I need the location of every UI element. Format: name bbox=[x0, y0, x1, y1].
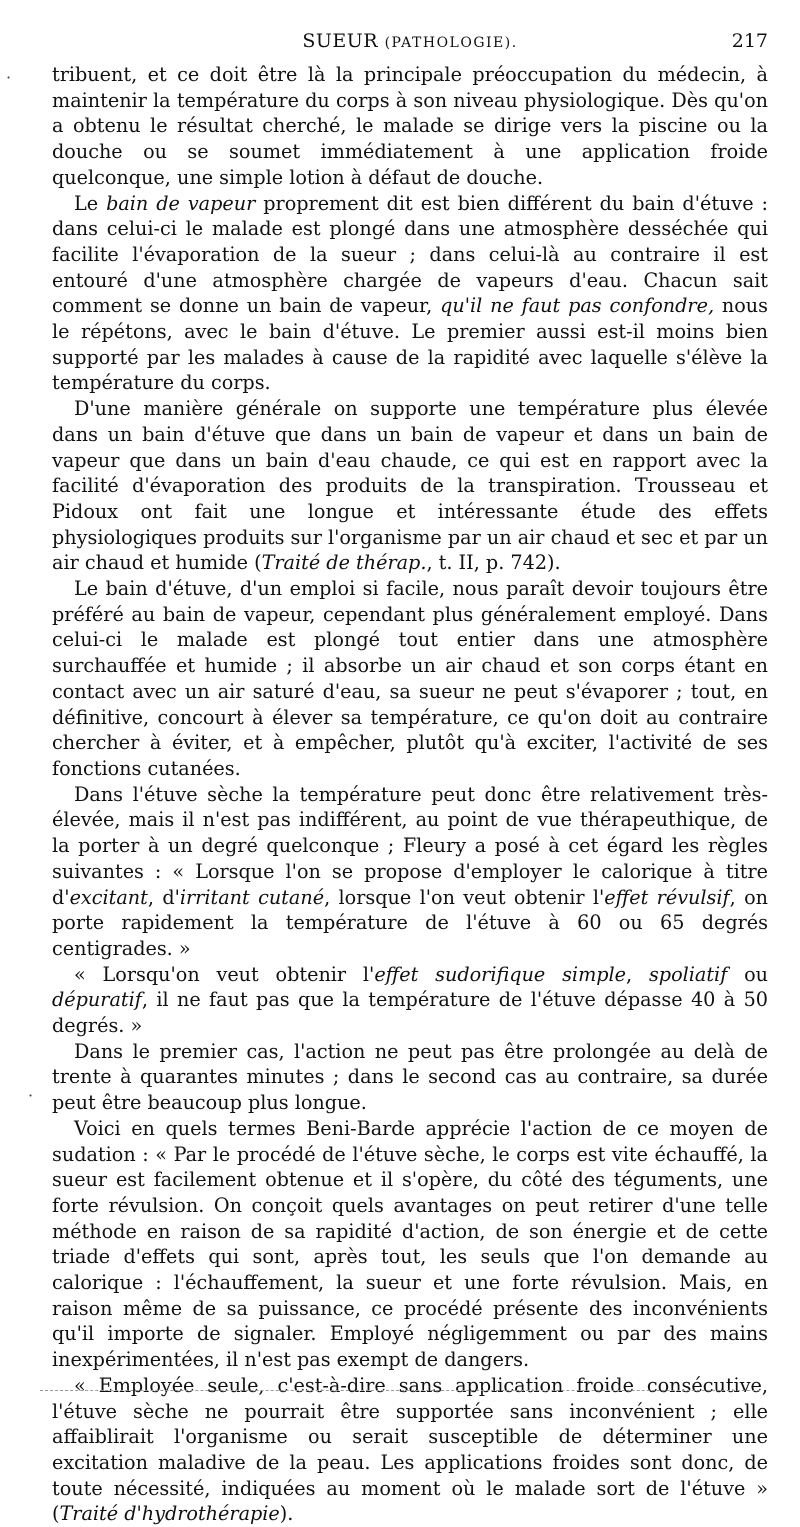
paragraph bbox=[52, 1039, 768, 1116]
paragraph bbox=[52, 1116, 768, 1373]
text-run: Le bbox=[74, 191, 107, 215]
text-run: , il ne faut pas que la température de l'étuve dépasse 40 à 50 degrés. » bbox=[52, 988, 768, 1038]
italic-run: dépuratif bbox=[52, 988, 142, 1012]
page-header bbox=[52, 30, 768, 56]
italic-run: excitant bbox=[69, 885, 148, 909]
text-run: , on porte rapidement la température de l'étuve à 60 ou 65 degrés centigrades. » bbox=[52, 885, 769, 960]
text-run: « Employée seule, c'est-à-dire sans application froide consécutive, l'étuve sèche ne pourrait être supportée sans inconvénient ; elle affaiblirait l'organisme ou serait susceptible de déterminer une excitation maladive de la peau. Les applications froides sont donc, de toute nécessité, indiquées au moment où le malade sort de l'étuve » ( bbox=[52, 1373, 768, 1526]
italic-run: qu'il ne faut pas confondre, bbox=[440, 294, 715, 318]
paragraph bbox=[52, 396, 768, 576]
text-run: proprement dit est bien différent du bain d'étuve : dans celui-ci le malade est plongé dans une atmosphère desséchée qui facilite l'évaporation de la sueur ; dans celui-là au contraire il est entouré d'une atmosphère chargée de vapeurs d'eau. Chacun sait comment se donne un bain de vapeur, bbox=[52, 191, 769, 318]
footer-rule bbox=[40, 1390, 760, 1391]
paragraph bbox=[52, 782, 768, 962]
text-run: Dans le premier cas, l'action ne peut pas être prolongée au delà de trente à quarantes minutes ; dans le second cas au contraire, sa durée peut être beaucoup plus longue. bbox=[52, 1039, 768, 1115]
running-head bbox=[52, 30, 768, 52]
text-run: Le bain d'étuve, d'un emploi si facile, nous paraît devoir toujours être préféré au bain de vapeur, cependant plus généralement employé. Dans celui-ci le malade est plongé tout entier dans une atmosphère surchauffée et humide ; il absorbe un air chaud et son corps étant en contact avec un air saturé d'eau, sa sueur ne peut s'évaporer ; tout, en définitive, concourt à élever sa température, ce qu'on doit au contraire chercher à éviter, et à empêcher, plutôt qu'à exciter, l'activité de ses fonctions cutanées. bbox=[52, 577, 768, 780]
italic-run: Traité d'hydrothérapie bbox=[59, 1502, 280, 1526]
italic-run: effet révulsif bbox=[604, 885, 730, 909]
italic-run: Traité de thérap. bbox=[261, 551, 427, 575]
text-run: , d' bbox=[147, 885, 180, 909]
paragraph bbox=[52, 962, 768, 1039]
paragraph bbox=[52, 576, 768, 782]
italic-run: spoliatif bbox=[648, 962, 728, 986]
text-run: « Lorsqu'on veut obtenir l' bbox=[74, 962, 375, 986]
text-run: , lorsque l'on veut obtenir l' bbox=[324, 885, 605, 909]
paragraph bbox=[52, 1373, 768, 1527]
text-run: ). bbox=[279, 1502, 294, 1526]
text-run: Dans l'étuve sèche la température peut donc être relativement très-élevée, mais il n'est pas indifférent, au point de vue thérapeuthique, de la porter à un degré quelconque ; Fleury a posé à cet égard les règles suivantes : « Lorsque l'on se propose d'employer le calorique à titre d' bbox=[52, 782, 768, 909]
italic-run: irritant cutané bbox=[179, 885, 325, 909]
running-subtitle: (PATHOLOGIE). bbox=[384, 35, 518, 51]
text-run: , bbox=[626, 962, 649, 986]
text-run: ou bbox=[727, 962, 769, 986]
text-run: nous le répétons, avec le bain d'étuve. Le premier aussi est-il moins bien supporté par les malades à cause de la rapidité avec laquelle s'élève la température du corps. bbox=[52, 294, 768, 395]
paragraph bbox=[52, 191, 768, 397]
page-number: 217 bbox=[731, 30, 768, 52]
body-text bbox=[52, 62, 768, 1527]
margin-mark: · bbox=[28, 1086, 34, 1105]
italic-run: bain de vapeur bbox=[106, 191, 256, 215]
paragraph bbox=[52, 62, 768, 191]
margin-mark: · bbox=[6, 68, 12, 87]
text-run: , t. II, p. 742). bbox=[426, 551, 561, 575]
italic-run: effet sudorifique simple bbox=[374, 962, 627, 986]
text-run: tribuent, et ce doit être là la principale préoccupation du médecin, à maintenir la température du corps à son niveau physiologique. Dès qu'on a obtenu le résultat cherché, le malade se dirige vers la piscine ou la douche ou se soumet immédiatement à une application froide quelconque, une simple lotion à défaut de douche. bbox=[52, 63, 768, 189]
text-run: D'une manière générale on supporte une température plus élevée dans un bain d'étuve que dans un bain de vapeur et dans un bain de vapeur que dans un bain d'eau chaude, ce qui est en rapport avec la facilité d'évaporation des produits de la transpiration. Trousseau et Pidoux ont fait une longue et intéressante étude des effets physiologiques produits sur l'organisme par un air chaud et sec et par un air chaud et humide ( bbox=[52, 397, 768, 575]
text-run: Voici en quels termes Beni-Barde apprécie l'action de ce moyen de sudation : « Par le procédé de l'étuve sèche, le corps est vite échauffé, la sueur est facilement obtenue et il s'opère, du côté des téguments, une forte révulsion. On conçoit quels avantages on peut retirer d'une telle méthode en raison de sa rapidité d'action, de son énergie et de cette triade d'effets qui sont, après tout, les seuls que l'on demande au calorique : l'échauffement, la sueur et une forte révulsion. Mais, en raison même de sa puissance, ce procédé présente des inconvénients qu'il importe de signaler. Employé négligemment ou par des mains inexpérimentées, il n'est pas exempt de dangers. bbox=[52, 1116, 768, 1372]
running-title: SUEUR bbox=[302, 30, 379, 52]
